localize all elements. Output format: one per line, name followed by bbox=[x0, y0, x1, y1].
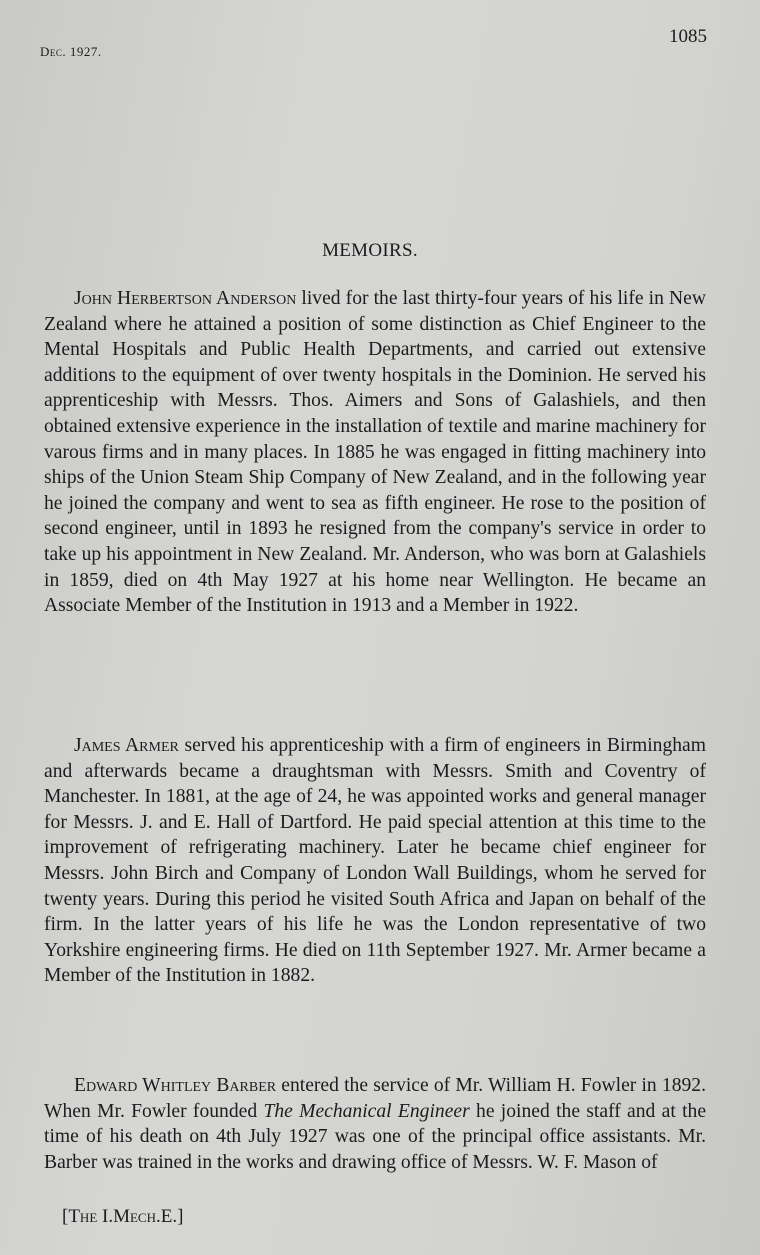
memoir-body-start: entered the service of Mr. William H. Fowler in 1892. When Mr. Fowler founded bbox=[44, 1075, 706, 1122]
memoir-name: James Armer bbox=[74, 735, 179, 756]
header-date bbox=[40, 44, 102, 60]
memoir-name: John Herbertson Anderson bbox=[74, 288, 297, 309]
memoir-name: Edward Whitley Barber bbox=[74, 1075, 277, 1096]
publication-title: The Mechanical Engineer bbox=[263, 1100, 470, 1122]
page-number: 1085 bbox=[669, 26, 707, 47]
memoir-body-end: he joined the staff and at the time of his death on 4th July 1927 was one of the principal office assistants. Mr. Barber was trained in the works and drawing office of Messrs. W. F. Mason of bbox=[44, 1100, 707, 1173]
header-date-text: Dec. 1927. bbox=[40, 44, 102, 59]
memoir-body: served his apprenticeship with a firm of engineers in Birmingham and afterwards became a draughtsman with Messrs. Smith and Coventry of Manchester. In 1881, at the age of 24, he was appointed works and general manager for Messrs. J. and E. Hall of Dartford. He paid special attention at this time to the improvement of refrigerating machinery. Later he became chief engineer for Messrs. John Birch and Company of London Wall Buildings, whom he served for twenty years. During this period he visited South Africa and Japan on behalf of the firm. In the latter years of his life he was the London representative of two Yorkshire engineering firms. He died on 11th September 1927. Mr. Armer became a Member of the Institution in 1882. bbox=[44, 735, 706, 987]
memoir-barber bbox=[44, 1073, 706, 1175]
memoir-anderson bbox=[44, 286, 706, 619]
section-title: MEMOIRS. bbox=[322, 240, 418, 261]
footer-signature-mark: [The I.Mech.E.] bbox=[62, 1206, 184, 1227]
memoir-body: lived for the last thirty-four years of his life in New Zealand where he attained a position of some distinction as Chief Engineer to the Mental Hospitals and Public Health Departments, and carried out extensive additions to the equipment of over twenty hospitals in the Dominion. He served his apprenticeship with Messrs. Thos. Aimers and Sons of Galashiels, and then obtained extensive experience in the installation of textile and marine machinery for varous firms and in many places. In 1885 he was engaged in fitting machinery into ships of the Union Steam Ship Company of New Zealand, and in the following year he joined the company and went to sea as fifth engineer. He rose to the position of second engineer, until in 1893 he resigned from the company's service in order to take up his appointment in New Zealand. Mr. Anderson, who was born at Galashiels in 1859, died on 4th May 1927 at his home near Wellington. He became an Associate Member of the Institution in 1913 and a Member in 1922. bbox=[44, 288, 706, 617]
memoir-armer bbox=[44, 733, 706, 989]
